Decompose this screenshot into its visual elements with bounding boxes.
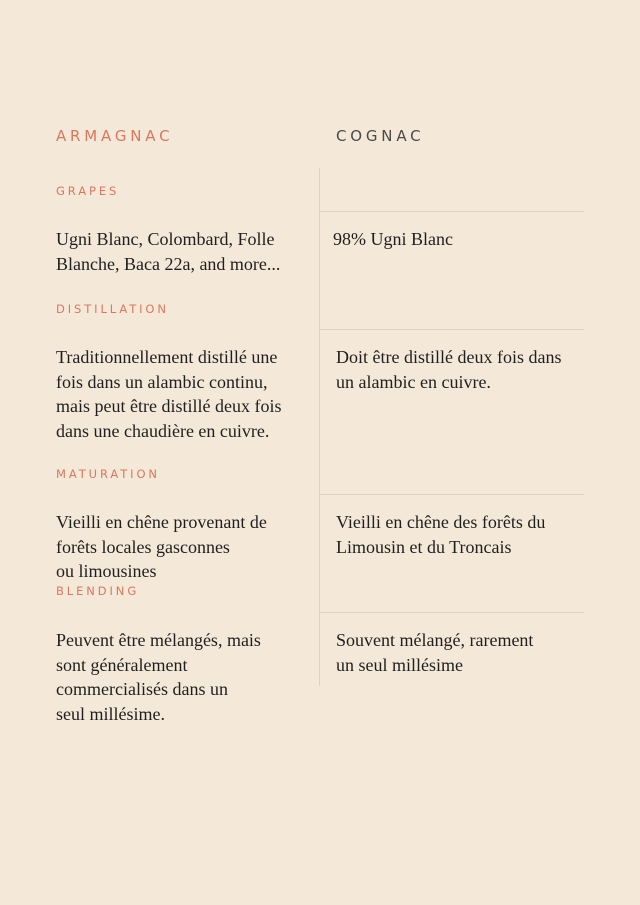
armagnac-blending-text	[56, 628, 312, 726]
text-line: Peuvent être mélangés, mais	[56, 630, 261, 650]
section-label-maturation: MATURATION	[56, 467, 160, 481]
armagnac-maturation-text	[56, 510, 312, 584]
armagnac-distillation-text	[56, 345, 312, 443]
text-line: commercialisés dans un	[56, 679, 228, 699]
text-line: Doit être distillé deux fois dans	[336, 347, 562, 367]
cognac-grapes-text	[333, 227, 595, 252]
column-header-armagnac: ARMAGNAC	[56, 127, 174, 145]
text-line: Ugni Blanc, Colombard, Folle	[56, 229, 275, 249]
text-line: fois dans un alambic continu,	[56, 371, 268, 392]
text-line: Limousin et du Troncais	[336, 536, 512, 557]
column-divider	[319, 168, 320, 686]
text-line: mais peut être distillé deux fois	[56, 396, 282, 416]
text-line: un alambic en cuivre.	[336, 371, 491, 392]
cognac-blending-text	[336, 628, 598, 677]
text-line: 98% Ugni Blanc	[333, 229, 453, 249]
section-label-blending: BLENDING	[56, 584, 140, 598]
column-header-cognac: COGNAC	[336, 127, 425, 145]
text-line: dans une chaudière en cuivre.	[56, 420, 270, 441]
armagnac-grapes-text	[56, 227, 312, 276]
text-line: Souvent mélangé, rarement	[336, 630, 534, 650]
text-line: Traditionnellement distillé une	[56, 347, 278, 367]
cognac-maturation-text	[336, 510, 598, 559]
text-line: un seul millésime	[336, 654, 463, 675]
row-divider	[320, 494, 584, 495]
text-line: forêts locales gasconnes	[56, 536, 230, 557]
text-line: Blanche, Baca 22a, and more...	[56, 253, 281, 274]
text-line: sont généralement	[56, 654, 188, 675]
row-divider	[320, 211, 584, 212]
text-line: Vieilli en chêne des forêts du	[336, 512, 546, 532]
row-divider	[320, 612, 584, 613]
text-line: ou limousines	[56, 561, 157, 581]
row-divider	[320, 329, 584, 330]
text-line: seul millésime.	[56, 703, 165, 724]
section-label-grapes: GRAPES	[56, 184, 120, 198]
cognac-distillation-text	[336, 345, 598, 394]
text-line: Vieilli en chêne provenant de	[56, 512, 267, 532]
section-label-distillation: DISTILLATION	[56, 302, 169, 316]
